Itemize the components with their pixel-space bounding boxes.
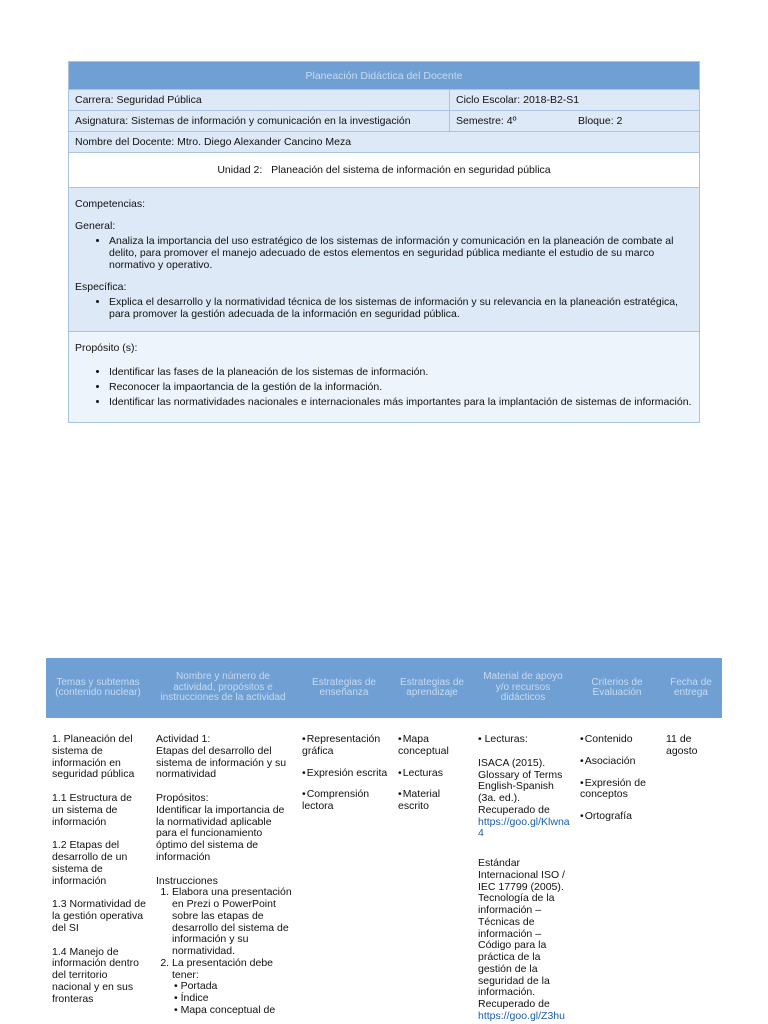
instrucciones-label: Instrucciones	[156, 874, 218, 887]
actividad-name: Etapas del desarrollo del sistema de información y su normatividad	[156, 744, 287, 781]
instruccion-item: 1. Elabora una presentación en Prezi o PowerPoint sobre las etapas de desarrollo del sistema de información y su normatividad.	[172, 887, 292, 958]
ensenanza-item: • Comprensión lectora	[302, 789, 388, 813]
proposito-label: Propósito (s):	[75, 342, 138, 355]
material-ref: Estándar Internacional ISO / IEC 17799 (2005). Tecnología de la información – Técnicas de información – Código para la práctica de la gestión de la seguridad de la información. Recuperado de	[478, 857, 565, 1010]
semestre-cell	[450, 111, 573, 132]
proposito-cell	[69, 332, 700, 422]
material-link[interactable]: https://goo.gl/Z3hu	[478, 1009, 565, 1022]
actividades-table	[46, 658, 722, 1023]
ensenanza-item: • Expresión escrita	[302, 768, 388, 780]
unidad-label: Unidad 2:	[217, 164, 263, 176]
semestre-value: 4º	[506, 115, 517, 127]
competencias-label: Competencias:	[75, 198, 146, 210]
propositos-text: Identificar la importancia de la normatividad aplicable para el funcionamiento óptimo del sistema de información	[156, 803, 285, 863]
material-ref: ISACA (2015). Glossary of Terms English-Spanish (3a. ed.). Recuperado de	[478, 756, 563, 816]
asignatura-cell	[69, 111, 450, 132]
carrera-label: Carrera:	[75, 94, 114, 106]
instruccion-item: 2. La presentación debe tener:	[172, 958, 292, 982]
bloque-label: Bloque:	[578, 115, 614, 127]
header-material: Material de apoyo y/o recursos didácticos	[472, 658, 574, 718]
ensenanza-item: • Representación gráfica	[302, 734, 388, 758]
docente-value: Mtro. Diego Alexander Cancino Meza	[177, 136, 352, 148]
header-criterios: Criterios de Evaluación	[574, 658, 660, 718]
header-temas: Temas y subtemas (contenido nuclear)	[46, 658, 150, 718]
especifica-item: • Explica el desarrollo y la normatividad técnica de los sistemas de información y su relevancia en la planeación estratégica, para promover la gestión adecuada de la información en seguridad pública.	[109, 296, 693, 320]
header-actividad: Nombre y número de actividad, propósitos e instrucciones de la actividad	[150, 658, 296, 718]
material-label: • Lecturas:	[478, 733, 528, 745]
general-list	[75, 235, 693, 271]
semestre-label: Semestre:	[456, 115, 504, 127]
temas-cell	[46, 718, 150, 1023]
criterio-item: • Contenido	[580, 734, 656, 746]
aprendizaje-list	[398, 734, 468, 813]
actividad-cell	[150, 718, 296, 1023]
ciclo-label: Ciclo Escolar:	[456, 94, 521, 106]
presentacion-item: • Portada	[174, 981, 292, 993]
presentacion-item: • Mapa conceptual de	[174, 1005, 292, 1017]
asignatura-value: Sistemas de información y comunicación en la investigación	[131, 115, 411, 127]
especifica-label: Específica:	[75, 281, 127, 294]
tema-item: 1.3 Normatividad de la gestión operativa del SI	[52, 898, 146, 934]
tema-item: 1.1 Estructura de un sistema de información	[52, 792, 132, 828]
proposito-list	[75, 366, 693, 408]
propositos-label: Propósitos:	[156, 792, 209, 804]
header-ensenanza: Estrategias de enseñanza	[296, 658, 392, 718]
docente-label: Nombre del Docente:	[75, 136, 175, 148]
presentacion-item: • Índice	[174, 993, 292, 1005]
presentacion-list	[156, 981, 292, 1016]
planeacion-header: Planeación Didáctica del Docente	[69, 62, 700, 90]
general-label: General:	[75, 220, 116, 232]
unidad-cell	[69, 153, 700, 188]
fecha-cell: 11 de agosto	[666, 733, 698, 757]
planeacion-table	[68, 61, 700, 423]
material-cell	[472, 718, 574, 1023]
instrucciones-list	[156, 887, 292, 981]
tema-item: 1.4 Manejo de información dentro del territorio nacional y en sus fronteras	[52, 945, 139, 1005]
carrera-cell	[69, 90, 450, 111]
criterio-item: • Asociación	[580, 756, 656, 768]
ciclo-cell	[450, 90, 700, 111]
proposito-item: • Reconocer la impaortancia de la gestión de la información.	[109, 381, 693, 393]
criterios-cell	[574, 718, 660, 1023]
aprendizaje-item: • Lecturas	[398, 768, 468, 780]
general-item: • Analiza la importancia del uso estratégico de los sistemas de información y comunicación en la planeación de combate al delito, para promover el manejo adecuado de estos elementos en seguridad pública mediante el estudio de su marco normativo y operativo.	[109, 235, 693, 271]
proposito-item: • Identificar las normatividades nacionales e internacionales más importantes para la implantación de sistemas de información.	[109, 396, 693, 408]
bloque-cell	[572, 111, 700, 132]
carrera-value: Seguridad Pública	[116, 94, 202, 106]
tema-item: 1. Planeación del sistema de información en seguridad pública	[52, 733, 135, 781]
proposito-item: • Identificar las fases de la planeación de los sistemas de información.	[109, 366, 693, 378]
material-link[interactable]: https://goo.gl/Klwna4	[478, 815, 570, 840]
aprendizaje-item: • Mapa conceptual	[398, 734, 468, 758]
competencias-cell	[69, 188, 700, 332]
ciclo-value: 2018-B2-S1	[523, 94, 580, 106]
criterio-item: • Ortografía	[580, 811, 656, 823]
unidad-value: Planeación del sistema de información en seguridad pública	[271, 164, 551, 176]
asignatura-label: Asignatura:	[75, 115, 129, 127]
aprendizaje-item: • Material escrito	[398, 789, 468, 813]
ensenanza-list	[302, 734, 388, 813]
actividad-title: Actividad 1:	[156, 733, 211, 745]
header-fecha: Fecha de entrega	[660, 658, 722, 718]
header-aprendizaje: Estrategias de aprendizaje	[392, 658, 472, 718]
bloque-value: 2	[616, 115, 623, 127]
aprendizaje-cell	[392, 718, 472, 1023]
ensenanza-cell	[296, 718, 392, 1023]
docente-cell	[69, 132, 700, 153]
criterios-list	[580, 734, 656, 823]
tema-item: 1.2 Etapas del desarrollo de un sistema de información	[52, 839, 128, 887]
criterio-item: • Expresión de conceptos	[580, 778, 656, 802]
especifica-list	[75, 296, 693, 320]
